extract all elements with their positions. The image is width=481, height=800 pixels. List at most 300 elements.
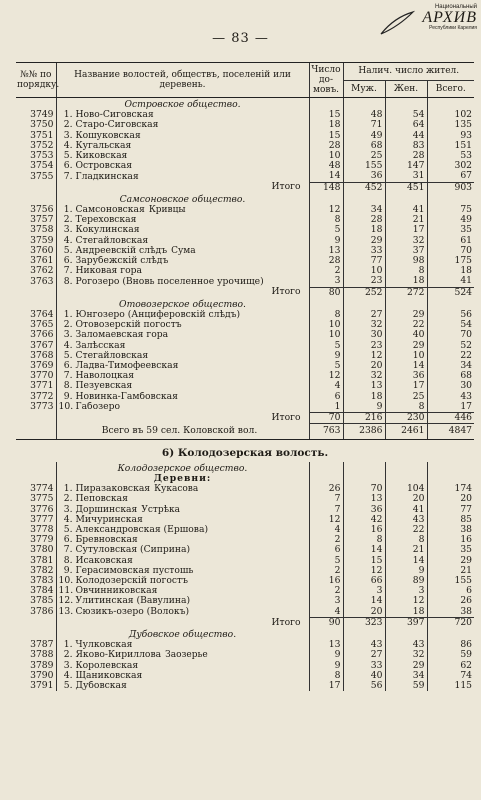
female-count: 37 [385, 246, 427, 256]
houses-count: 4 [309, 525, 343, 535]
total-label: Всего въ 59 сел. Коловской вол. [56, 424, 309, 439]
item-index: 2. [63, 320, 73, 331]
total-count: 22 [427, 351, 474, 361]
total-count: 53 [427, 151, 474, 161]
item-index: 3. [63, 504, 73, 515]
female-count: 147 [385, 161, 427, 171]
village-name-cell [56, 505, 309, 515]
total-count: 74 [427, 671, 474, 681]
male-count: 30 [343, 330, 385, 340]
village-name: Сюзикъ-озеро (Волокъ) [75, 606, 190, 617]
total-label: Итого [56, 413, 309, 424]
male-count: 23 [343, 276, 385, 287]
total-count: 30 [427, 381, 474, 391]
houses-count: 9 [309, 661, 343, 671]
village-name-cell [56, 596, 309, 606]
male-count: 15 [343, 556, 385, 566]
table-row [16, 151, 474, 161]
male-count: 36 [343, 505, 385, 515]
row-number: 3785 [30, 596, 54, 607]
houses-count: 6 [309, 545, 343, 555]
village-name: Чулковская [75, 640, 133, 651]
houses-count: 9 [309, 650, 343, 660]
item-index: 1. [63, 205, 73, 216]
village-group-label: Кукасова [154, 484, 199, 495]
female-count: 9 [385, 566, 427, 576]
item-index: 5. [63, 524, 73, 535]
total-count: 302 [427, 161, 474, 171]
total-count: 38 [427, 525, 474, 535]
item-index: 3. [63, 225, 73, 236]
houses-count: 5 [309, 341, 343, 351]
table-row [16, 586, 474, 596]
total-count: 41 [427, 276, 474, 287]
village-name: Дубовская [75, 680, 127, 691]
female-count: 41 [385, 205, 427, 215]
row-number: 3787 [30, 640, 54, 651]
male-count: 16 [343, 525, 385, 535]
male-count: 34 [343, 205, 385, 215]
female-count: 21 [385, 545, 427, 555]
item-index: 2. [63, 215, 73, 226]
total-all: 720 [427, 617, 474, 628]
total-count: 135 [427, 120, 474, 130]
houses-count: 12 [309, 205, 343, 215]
total-all: 524 [427, 287, 474, 298]
village-name-cell [56, 225, 309, 235]
male-count: 18 [343, 225, 385, 235]
table-row [16, 402, 474, 413]
village-name-cell [56, 110, 309, 120]
houses-count: 2 [309, 566, 343, 576]
row-number: 3758 [30, 225, 54, 236]
item-index: 8. [63, 276, 73, 287]
item-index: 1. [63, 640, 73, 651]
total-female: 2461 [385, 424, 427, 439]
village-group-label: Заозерье [165, 650, 208, 661]
female-count: 20 [385, 494, 427, 504]
row-number: 3757 [30, 215, 54, 226]
houses-count: 2 [309, 266, 343, 276]
table-row [16, 681, 474, 691]
village-group-label: Сума [171, 245, 196, 256]
village-name: Андреевскій слѣдъ [75, 245, 168, 256]
village-name-cell [56, 276, 309, 287]
male-count: 20 [343, 361, 385, 371]
village-name: Заломаевская гора [75, 330, 169, 341]
female-count: 8 [385, 266, 427, 276]
village-name: Пиразаковская [75, 484, 151, 495]
row-number: 3756 [30, 205, 54, 216]
table-body [16, 98, 474, 692]
village-name-cell [56, 576, 309, 586]
village-name-cell [56, 515, 309, 525]
total-row [16, 182, 474, 193]
item-index: 2. [63, 120, 73, 131]
male-count: 29 [343, 236, 385, 246]
male-count: 3 [343, 586, 385, 596]
village-name-cell [56, 681, 309, 691]
village-name: Зарубежскій слѣдъ [75, 256, 169, 267]
total-male: 252 [343, 287, 385, 298]
houses-count: 16 [309, 576, 343, 586]
table-row [16, 205, 474, 215]
village-name: Улитинская (Вавулина) [75, 596, 191, 607]
total-count: 93 [427, 131, 474, 141]
village-name: Королевская [75, 660, 139, 671]
female-count: 14 [385, 556, 427, 566]
total-count: 62 [427, 661, 474, 671]
item-index: 1. [63, 110, 73, 121]
village-name: Кугальская [75, 140, 132, 151]
row-number: 3754 [30, 161, 54, 172]
male-count: 70 [343, 484, 385, 494]
row-number: 3749 [30, 110, 54, 121]
logo-line-3: Республики Карелия [429, 25, 477, 31]
total-female: 397 [385, 617, 427, 628]
female-count: 54 [385, 110, 427, 120]
item-index: 5. [63, 350, 73, 361]
female-count: 17 [385, 381, 427, 391]
village-name-cell [56, 566, 309, 576]
houses-count: 7 [309, 494, 343, 504]
total-count: 20 [427, 494, 474, 504]
table-row [16, 381, 474, 391]
total-count: 54 [427, 320, 474, 330]
total-houses: 70 [309, 413, 343, 424]
row-number: 3779 [30, 535, 54, 546]
houses-count: 13 [309, 246, 343, 256]
village-name: Островская [75, 161, 133, 172]
section-title-row [16, 298, 474, 310]
total-all: 446 [427, 413, 474, 424]
total-male: 452 [343, 182, 385, 193]
total-count: 175 [427, 256, 474, 266]
village-name-cell [56, 161, 309, 171]
male-count: 10 [343, 266, 385, 276]
village-name: Стегайловская [75, 235, 149, 246]
female-count: 44 [385, 131, 427, 141]
houses-count: 17 [309, 681, 343, 691]
total-count: 102 [427, 110, 474, 120]
table-row [16, 515, 474, 525]
village-name-cell [56, 671, 309, 681]
row-number: 3790 [30, 670, 54, 681]
village-group-label: Устрѣка [141, 504, 181, 515]
houses-count: 7 [309, 505, 343, 515]
houses-count: 3 [309, 276, 343, 287]
item-index: 4. [63, 340, 73, 351]
header-num: №№ по порядку. [16, 63, 56, 98]
female-count: 3 [385, 586, 427, 596]
village-name: Пезуевская [75, 381, 133, 392]
item-index: 8. [63, 381, 73, 392]
item-index: 5. [63, 680, 73, 691]
female-count: 8 [385, 535, 427, 545]
female-count: 32 [385, 650, 427, 660]
female-count: 31 [385, 171, 427, 182]
item-index: 8. [63, 555, 73, 566]
houses-count: 6 [309, 392, 343, 402]
row-number: 3774 [30, 484, 54, 495]
row-number: 3786 [30, 606, 54, 617]
female-count: 14 [385, 361, 427, 371]
section-title-row [16, 98, 474, 111]
total-row [16, 424, 474, 439]
male-count: 12 [343, 351, 385, 361]
total-row [16, 617, 474, 628]
row-number: 3752 [30, 140, 54, 151]
row-number: 3760 [30, 245, 54, 256]
houses-count: 10 [309, 330, 343, 340]
village-name-cell [56, 171, 309, 182]
village-name-cell [56, 650, 309, 660]
item-index: 4. [63, 514, 73, 525]
village-name-cell [56, 215, 309, 225]
female-count: 89 [385, 576, 427, 586]
male-count: 49 [343, 131, 385, 141]
total-all: 903 [427, 182, 474, 193]
village-name-cell [56, 341, 309, 351]
male-count: 32 [343, 320, 385, 330]
male-count: 14 [343, 545, 385, 555]
table-row [16, 607, 474, 618]
section-title: Дубовское общество. [56, 628, 309, 640]
row-number: 3769 [30, 361, 54, 372]
village-name: Тереховская [75, 215, 137, 226]
item-index: 4. [63, 235, 73, 246]
total-female: 272 [385, 287, 427, 298]
houses-count: 12 [309, 371, 343, 381]
houses-count: 2 [309, 586, 343, 596]
village-name-cell [56, 402, 309, 413]
logo-line-2: АРХИВ [422, 9, 477, 26]
subheading: Деревни: [56, 474, 309, 484]
item-index: 10. [58, 575, 74, 586]
total-female: 230 [385, 413, 427, 424]
village-name: Самсоновская [75, 205, 145, 216]
village-name-cell [56, 371, 309, 381]
female-count: 18 [385, 276, 427, 287]
male-count: 8 [343, 535, 385, 545]
table-row [16, 110, 474, 120]
total-houses: 80 [309, 287, 343, 298]
village-name: Мичуринская [75, 514, 143, 525]
item-index: 6. [63, 535, 73, 546]
houses-count: 48 [309, 161, 343, 171]
item-index: 2. [63, 650, 73, 661]
total-count: 21 [427, 566, 474, 576]
item-index: 13. [58, 606, 74, 617]
header-houses: Число до-мовъ. [309, 63, 343, 98]
houses-count: 5 [309, 225, 343, 235]
table-row [16, 141, 474, 151]
village-name-cell [56, 586, 309, 596]
houses-count: 5 [309, 361, 343, 371]
village-name: Стегайловская [75, 350, 149, 361]
total-count: 68 [427, 371, 474, 381]
female-count: 64 [385, 120, 427, 130]
row-number: 3767 [30, 340, 54, 351]
section-title: Колодозерское общество. [56, 462, 309, 474]
total-label: Итого [56, 287, 309, 298]
header-female: Жен. [385, 80, 427, 98]
total-count: 56 [427, 310, 474, 320]
village-name: Гладкинская [75, 171, 139, 182]
village-name-cell [56, 151, 309, 161]
female-count: 17 [385, 225, 427, 235]
section-title: Островское общество. [56, 98, 309, 111]
male-count: 13 [343, 381, 385, 391]
total-count: 29 [427, 556, 474, 566]
male-count: 12 [343, 566, 385, 576]
row-number: 3770 [30, 371, 54, 382]
village-group-label: Кривцы [148, 205, 186, 216]
total-count: 52 [427, 341, 474, 351]
houses-count: 13 [309, 640, 343, 650]
female-count: 104 [385, 484, 427, 494]
houses-count: 9 [309, 236, 343, 246]
item-index: 7. [63, 545, 73, 556]
female-count: 28 [385, 151, 427, 161]
table-row [16, 661, 474, 671]
row-number: 3762 [30, 266, 54, 277]
houses-count: 2 [309, 535, 343, 545]
table-row [16, 596, 474, 606]
male-count: 68 [343, 141, 385, 151]
village-name: Герасимовская пустошь [75, 565, 194, 576]
male-count: 32 [343, 371, 385, 381]
table-row [16, 330, 474, 340]
table-row [16, 576, 474, 586]
row-number: 3775 [30, 494, 54, 505]
total-row [16, 287, 474, 298]
village-name: Киковская [75, 151, 128, 162]
table-row [16, 120, 474, 130]
male-count: 13 [343, 494, 385, 504]
village-name-cell [56, 640, 309, 650]
village-name: Александровская (Ершова) [75, 524, 209, 535]
row-number: 3768 [30, 350, 54, 361]
table-row [16, 256, 474, 266]
female-count: 29 [385, 341, 427, 351]
village-name-cell [56, 525, 309, 535]
table-row [16, 131, 474, 141]
table-row [16, 494, 474, 504]
section-title: Отовозерское общество. [56, 298, 309, 310]
table-row [16, 545, 474, 555]
item-index: 11. [58, 586, 74, 597]
houses-count: 1 [309, 402, 343, 413]
header-total: Всего. [427, 80, 474, 98]
table-row [16, 351, 474, 361]
village-name: Наволоцкая [75, 371, 134, 382]
page-number: — 83 — [212, 31, 269, 46]
village-name-cell [56, 120, 309, 130]
total-label: Итого [56, 617, 309, 628]
total-count: 59 [427, 650, 474, 660]
village-name-cell [56, 661, 309, 671]
village-name-cell [56, 351, 309, 361]
village-name: Пеповская [75, 494, 128, 505]
male-count: 14 [343, 596, 385, 606]
item-index: 7. [63, 371, 73, 382]
table-row [16, 505, 474, 515]
village-name: Ново-Сиговская [75, 110, 154, 121]
village-name-cell [56, 266, 309, 276]
total-male: 2386 [343, 424, 385, 439]
village-name: Габозеро [75, 401, 120, 413]
total-count: 70 [427, 246, 474, 256]
table-row [16, 361, 474, 371]
volost-title-row [16, 439, 474, 462]
village-name-cell [56, 320, 309, 330]
female-count: 36 [385, 371, 427, 381]
female-count: 43 [385, 515, 427, 525]
item-index: 9. [63, 565, 73, 576]
village-name: Сутуловская (Сиприна) [75, 545, 191, 556]
item-index: 12. [58, 596, 74, 607]
item-index: 6. [63, 361, 73, 372]
male-count: 66 [343, 576, 385, 586]
table-row [16, 341, 474, 351]
houses-count: 9 [309, 351, 343, 361]
item-index: 3. [63, 330, 73, 341]
female-count: 25 [385, 392, 427, 402]
total-count: 34 [427, 361, 474, 371]
total-label: Итого [56, 182, 309, 193]
houses-count: 4 [309, 381, 343, 391]
total-count: 86 [427, 640, 474, 650]
total-count: 16 [427, 535, 474, 545]
village-name-cell [56, 256, 309, 266]
item-index: 7. [63, 171, 73, 182]
total-count: 43 [427, 392, 474, 402]
row-number: 3772 [30, 391, 54, 402]
table-row [16, 556, 474, 566]
row-number: 3765 [30, 320, 54, 331]
row-number: 3782 [30, 565, 54, 576]
row-number: 3781 [30, 555, 54, 566]
houses-count: 14 [309, 171, 343, 182]
female-count: 32 [385, 236, 427, 246]
row-number: 3755 [30, 171, 54, 182]
total-count: 75 [427, 205, 474, 215]
male-count: 33 [343, 246, 385, 256]
header-male: Муж. [343, 80, 385, 98]
item-index: 6. [63, 256, 73, 267]
item-index: 10. [58, 401, 74, 413]
village-name-cell [56, 330, 309, 340]
total-row [16, 413, 474, 424]
village-name: Овчинниковская [75, 586, 158, 597]
male-count: 27 [343, 650, 385, 660]
female-count: 59 [385, 681, 427, 691]
male-count: 9 [343, 402, 385, 413]
houses-count: 3 [309, 596, 343, 606]
item-index: 4. [63, 670, 73, 681]
village-name: Новинка-Гамбовская [75, 391, 178, 402]
houses-count: 15 [309, 131, 343, 141]
village-name-cell [56, 236, 309, 246]
village-name: Доршинская [75, 504, 138, 515]
village-name: Рогозеро (Вновь поселенное урочище) [75, 276, 264, 287]
row-number: 3791 [30, 680, 54, 691]
total-count: 6 [427, 586, 474, 596]
total-count: 174 [427, 484, 474, 494]
item-index: 5. [63, 245, 73, 256]
male-count: 42 [343, 515, 385, 525]
